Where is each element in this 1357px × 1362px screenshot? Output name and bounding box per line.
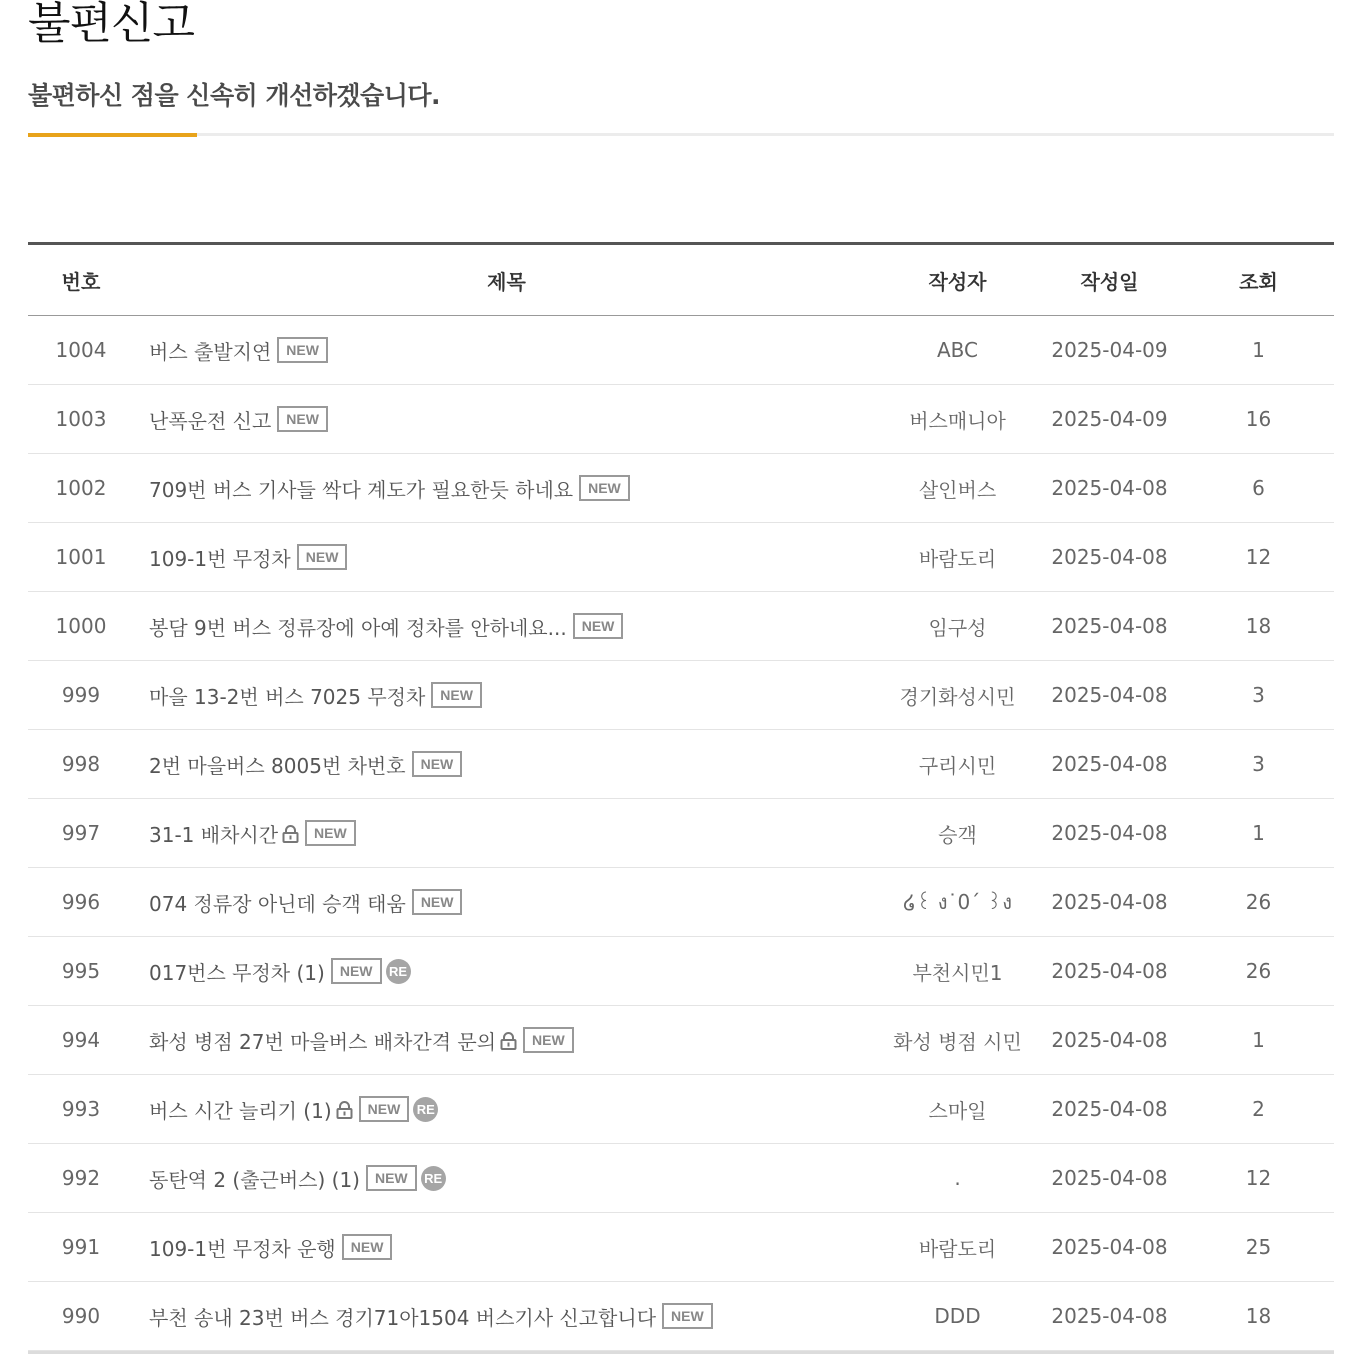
new-badge: NEW bbox=[412, 751, 463, 777]
post-number: 994 bbox=[61, 1028, 101, 1052]
post-number: 998 bbox=[61, 752, 101, 776]
new-badge: NEW bbox=[305, 820, 356, 846]
table-header bbox=[28, 245, 1334, 316]
post-title-cell bbox=[134, 957, 879, 986]
table-row[interactable] bbox=[28, 1075, 1334, 1144]
post-title-cell bbox=[134, 750, 879, 779]
post-title-link[interactable]: 017번스 무정차 (1) bbox=[149, 960, 325, 985]
post-author: . bbox=[954, 1166, 961, 1190]
new-badge: NEW bbox=[359, 1096, 410, 1122]
new-badge: NEW bbox=[366, 1165, 417, 1191]
post-views: 6 bbox=[1252, 476, 1265, 500]
post-date: 2025-04-08 bbox=[1051, 1235, 1168, 1259]
post-date: 2025-04-08 bbox=[1051, 476, 1168, 500]
post-views: 2 bbox=[1252, 1097, 1265, 1121]
post-views: 1 bbox=[1252, 821, 1265, 845]
table-row[interactable] bbox=[28, 316, 1334, 385]
table-body bbox=[28, 316, 1334, 1351]
table-row[interactable] bbox=[28, 1213, 1334, 1282]
post-views: 3 bbox=[1252, 752, 1265, 776]
column-header-title: 제목 bbox=[487, 269, 526, 294]
post-number: 997 bbox=[61, 821, 101, 845]
post-date: 2025-04-08 bbox=[1051, 821, 1168, 845]
post-title-link[interactable]: 화성 병점 27번 마을버스 배차간격 문의 bbox=[149, 1029, 497, 1054]
post-views: 12 bbox=[1245, 545, 1272, 569]
column-header-date: 작성일 bbox=[1080, 269, 1139, 294]
post-date: 2025-04-08 bbox=[1051, 752, 1168, 776]
post-title-link[interactable]: 봉담 9번 버스 정류장에 아예 정차를 안하네요... bbox=[149, 615, 567, 640]
table-row[interactable] bbox=[28, 385, 1334, 454]
post-date: 2025-04-08 bbox=[1051, 959, 1168, 983]
post-title-cell bbox=[134, 681, 879, 710]
lock-icon bbox=[500, 1031, 517, 1049]
post-date: 2025-04-09 bbox=[1051, 338, 1168, 362]
table-row[interactable] bbox=[28, 454, 1334, 523]
board-table bbox=[28, 242, 1334, 1354]
post-number: 999 bbox=[61, 683, 101, 707]
new-badge: NEW bbox=[523, 1027, 574, 1053]
column-header-author: 작성자 bbox=[928, 269, 987, 294]
post-date: 2025-04-08 bbox=[1051, 614, 1168, 638]
table-row[interactable] bbox=[28, 1006, 1334, 1075]
post-author: ໒꒰ ง˙0ˊ ꒱ง bbox=[902, 890, 1013, 914]
post-title-link[interactable]: 109-1번 무정차 bbox=[149, 546, 291, 571]
post-title-cell bbox=[134, 543, 879, 572]
title-divider bbox=[28, 133, 1334, 136]
post-views: 16 bbox=[1245, 407, 1272, 431]
table-row[interactable] bbox=[28, 592, 1334, 661]
post-author: 임구성 bbox=[928, 615, 987, 640]
post-views: 25 bbox=[1245, 1235, 1272, 1259]
post-title-link[interactable]: 난폭운전 신고 bbox=[149, 408, 272, 433]
table-bottom-border bbox=[28, 1351, 1334, 1354]
new-badge: NEW bbox=[331, 958, 382, 984]
post-author: 바람도리 bbox=[918, 1236, 997, 1261]
post-number: 1001 bbox=[55, 545, 107, 569]
post-number: 992 bbox=[61, 1166, 101, 1190]
post-number: 1000 bbox=[55, 614, 107, 638]
new-badge: NEW bbox=[579, 475, 630, 501]
post-date: 2025-04-08 bbox=[1051, 1304, 1168, 1328]
post-title-link[interactable]: 074 정류장 아닌데 승객 태움 bbox=[149, 891, 406, 916]
post-date: 2025-04-08 bbox=[1051, 545, 1168, 569]
post-title-cell bbox=[134, 1164, 879, 1193]
post-date: 2025-04-08 bbox=[1051, 1097, 1168, 1121]
post-title-link[interactable]: 버스 시간 늘리기 (1) bbox=[149, 1098, 332, 1123]
post-title-cell bbox=[134, 336, 879, 365]
table-row[interactable] bbox=[28, 1144, 1334, 1213]
post-title-link[interactable]: 109-1번 무정차 운행 bbox=[149, 1236, 336, 1261]
lock-icon bbox=[282, 824, 299, 842]
post-author: ABC bbox=[936, 338, 978, 362]
post-number: 993 bbox=[61, 1097, 101, 1121]
post-author: 구리시민 bbox=[918, 753, 997, 778]
post-number: 1003 bbox=[55, 407, 107, 431]
new-badge: NEW bbox=[342, 1234, 393, 1260]
lock-icon bbox=[336, 1100, 353, 1118]
table-row[interactable] bbox=[28, 661, 1334, 730]
post-date: 2025-04-08 bbox=[1051, 1166, 1168, 1190]
new-badge: NEW bbox=[412, 889, 463, 915]
new-badge: NEW bbox=[277, 406, 328, 432]
post-title-link[interactable]: 동탄역 2 (출근버스) (1) bbox=[149, 1167, 360, 1192]
post-date: 2025-04-08 bbox=[1051, 1028, 1168, 1052]
new-badge: NEW bbox=[573, 613, 624, 639]
post-title-link[interactable]: 부천 송내 23번 버스 경기71아1504 버스기사 신고합니다 bbox=[149, 1305, 657, 1330]
title-accent-bar bbox=[28, 133, 197, 137]
post-author: DDD bbox=[934, 1304, 981, 1328]
post-date: 2025-04-08 bbox=[1051, 890, 1168, 914]
post-title-cell bbox=[134, 405, 879, 434]
post-title-cell bbox=[134, 819, 879, 848]
post-views: 1 bbox=[1252, 338, 1265, 362]
post-views: 18 bbox=[1245, 1304, 1272, 1328]
post-title-cell bbox=[134, 474, 879, 503]
table-row[interactable] bbox=[28, 1282, 1334, 1351]
post-views: 26 bbox=[1245, 959, 1272, 983]
post-title-cell bbox=[134, 612, 879, 641]
post-number: 995 bbox=[61, 959, 101, 983]
column-header-no: 번호 bbox=[61, 269, 101, 294]
post-title-cell bbox=[134, 1026, 879, 1055]
post-title-link[interactable]: 마을 13-2번 버스 7025 무정차 bbox=[149, 684, 426, 709]
post-views: 1 bbox=[1252, 1028, 1265, 1052]
reply-badge: RE bbox=[421, 1166, 446, 1191]
table-row[interactable] bbox=[28, 799, 1334, 868]
post-date: 2025-04-09 bbox=[1051, 407, 1168, 431]
post-author: 스마일 bbox=[928, 1098, 987, 1123]
new-badge: NEW bbox=[662, 1303, 713, 1329]
new-badge: NEW bbox=[277, 337, 328, 363]
post-views: 12 bbox=[1245, 1166, 1272, 1190]
post-number: 991 bbox=[61, 1235, 101, 1259]
page-subtitle: 불편하신 점을 신속히 개선하겠습니다. bbox=[28, 81, 441, 110]
post-title-link[interactable]: 버스 출발지연 bbox=[149, 339, 272, 364]
post-title-cell bbox=[134, 1302, 879, 1331]
table-row[interactable] bbox=[28, 730, 1334, 799]
post-title-link[interactable]: 31-1 배차시간 bbox=[149, 822, 279, 847]
post-number: 1002 bbox=[55, 476, 107, 500]
post-author: 살인버스 bbox=[918, 477, 997, 502]
table-row[interactable] bbox=[28, 523, 1334, 592]
post-title-cell bbox=[134, 1233, 879, 1262]
post-author: 경기화성시민 bbox=[899, 684, 1016, 709]
post-author: 화성 병점 시민 bbox=[893, 1029, 1022, 1054]
post-author: 버스매니아 bbox=[909, 408, 1006, 433]
post-date: 2025-04-08 bbox=[1051, 683, 1168, 707]
page-title: 불편신고 bbox=[28, 0, 195, 49]
post-number: 990 bbox=[61, 1304, 101, 1328]
table-row[interactable] bbox=[28, 868, 1334, 937]
reply-badge: RE bbox=[413, 1097, 438, 1122]
post-author: 부천시민1 bbox=[912, 960, 1003, 985]
post-title-cell bbox=[134, 888, 879, 917]
post-views: 3 bbox=[1252, 683, 1265, 707]
reply-badge: RE bbox=[386, 959, 411, 984]
post-views: 18 bbox=[1245, 614, 1272, 638]
post-author: 승객 bbox=[938, 822, 977, 847]
new-badge: NEW bbox=[297, 544, 348, 570]
post-views: 26 bbox=[1245, 890, 1272, 914]
new-badge: NEW bbox=[431, 682, 482, 708]
post-title-link[interactable]: 709번 버스 기사들 싹다 계도가 필요한듯 하네요 bbox=[149, 477, 574, 502]
post-title-cell bbox=[134, 1095, 879, 1124]
post-author: 바람도리 bbox=[918, 546, 997, 571]
table-row[interactable] bbox=[28, 937, 1334, 1006]
post-number: 996 bbox=[61, 890, 101, 914]
column-header-views: 조회 bbox=[1239, 269, 1278, 294]
post-number: 1004 bbox=[55, 338, 107, 362]
post-title-link[interactable]: 2번 마을버스 8005번 차번호 bbox=[149, 753, 406, 778]
